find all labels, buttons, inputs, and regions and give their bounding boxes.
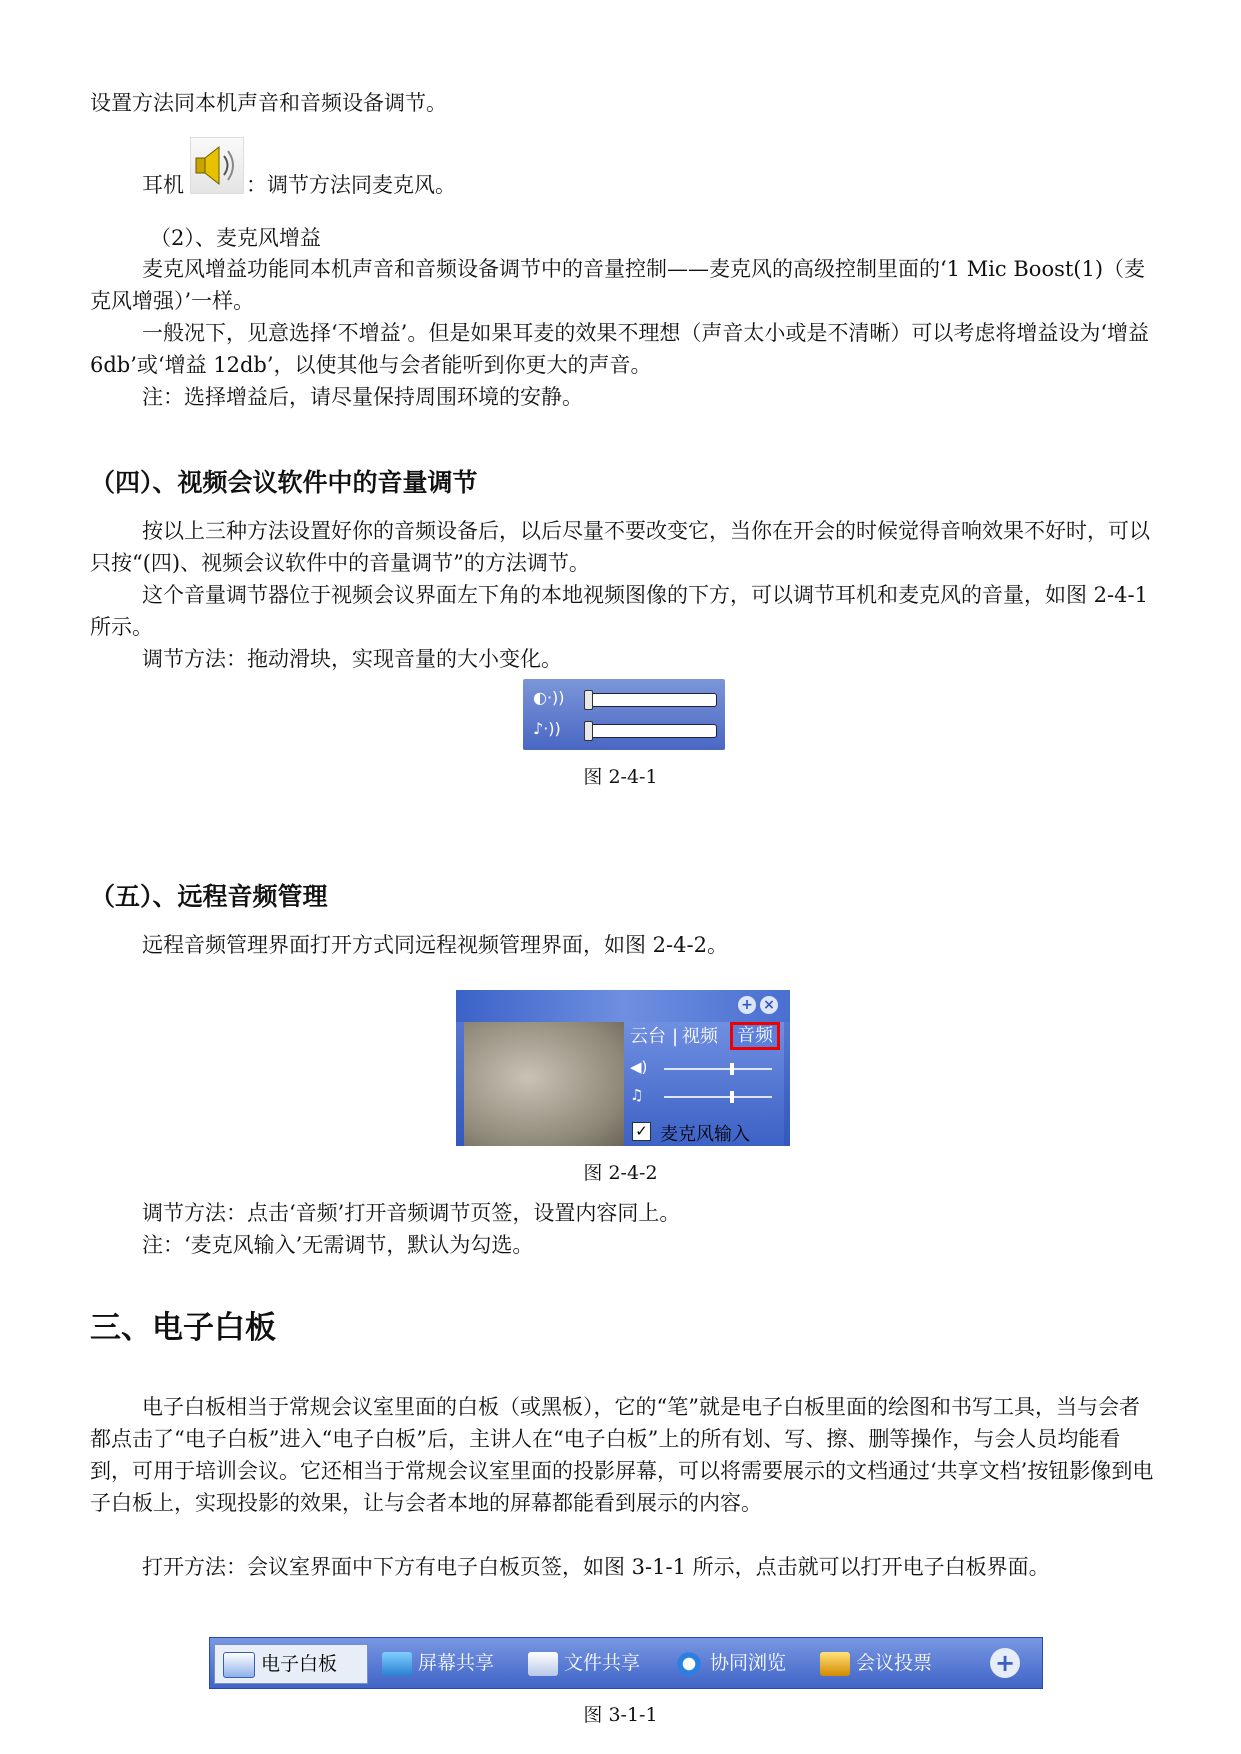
- file-icon: [528, 1652, 558, 1676]
- microphone-volume-row: [533, 717, 718, 743]
- text-paragraph: 远程音频管理界面打开方式同远程视频管理界面，如图 2-4-2。: [142, 933, 728, 957]
- monitor-icon: [382, 1652, 412, 1676]
- remote-audio-figure: [456, 990, 790, 1146]
- volume-control-figure: [523, 679, 725, 750]
- microphone-volume-slider[interactable]: [585, 724, 717, 738]
- microphone-icon: ♫: [630, 1086, 644, 1104]
- text-paragraph: 麦克风增益功能同本机声音和音频设备调节中的音量控制——麦克风的高级控制里面的‘1 Mic Boost(1)（麦克风增强）’一样。: [90, 257, 1146, 313]
- text-paragraph: 电子白板相当于常规会议室里面的白板（或黑板），它的“笔”就是电子白板里面的绘图和书写工具，当与会者都点击了“电子白板”进入“电子白板”后，主讲人在“电子白板”上的所有划、写、擦、删等操作，与会人员均能看到，可用于培训会议。它还相当于常规会议室里面的投影屏幕，可以将需要展示的文档通过‘共享文档’按钮影像到电子白板上，实现投影的效果，让与会者本地的屏幕都能看到展示的内容。: [90, 1395, 1154, 1515]
- slider-thumb[interactable]: [584, 690, 593, 710]
- text-paragraph: 一般况下，见意选择‘不增益’。但是如果耳麦的效果不理想（声音太小或是不清晰）可以考虑将增益设为‘增益 6db’或‘增益 12db’，以使其他与会者能听到你更大的声音。: [90, 321, 1150, 377]
- ie-browser-icon: [674, 1652, 704, 1676]
- text-paragraph: 打开方法：会议室界面中下方有电子白板页签，如图 3-1-1 所示，点击就可以打开电子白板界面。: [142, 1555, 1050, 1579]
- remote-video-preview: [464, 1022, 624, 1146]
- section-title: （五）、远程音频管理: [90, 882, 328, 911]
- microphone-icon: ♪·)): [533, 719, 561, 738]
- headphone-volume-row: [533, 686, 718, 712]
- window-titlebar: [456, 990, 790, 1022]
- plus-icon[interactable]: +: [738, 996, 756, 1014]
- whiteboard-icon: [223, 1652, 255, 1678]
- control-panel: [624, 1022, 784, 1146]
- whiteboard-tab[interactable]: [214, 1644, 368, 1684]
- text-paragraph: [90, 169, 1160, 201]
- text-paragraph: 设置方法同本机声音和音频设备调节。: [90, 91, 447, 115]
- cobrowse-tab[interactable]: [666, 1644, 786, 1682]
- tab-bar: 云台 | 视频 音频: [624, 1022, 784, 1052]
- tab-ptz[interactable]: 云台: [630, 1026, 666, 1047]
- headphone-volume-slider[interactable]: [585, 693, 717, 707]
- file-share-tab[interactable]: [520, 1644, 640, 1682]
- text-paragraph: 调节方法：拖动滑块，实现音量的大小变化。: [142, 647, 562, 671]
- tab-label: 屏幕共享: [418, 1652, 495, 1674]
- subheading: （2）、麦克风增益: [150, 226, 321, 250]
- text-paragraph: 注：‘麦克风输入’无需调节，默认为勾选。: [142, 1233, 534, 1257]
- slider-thumb[interactable]: [584, 721, 593, 741]
- tab-label: 电子白板: [261, 1653, 338, 1675]
- close-icon[interactable]: ×: [760, 996, 778, 1014]
- figure-caption: 图 2-4-1: [583, 766, 658, 788]
- speaker-volume-slider[interactable]: [630, 1058, 780, 1080]
- microphone-input-checkbox[interactable]: ✓: [632, 1122, 651, 1141]
- tab-label: 协同浏览: [710, 1652, 787, 1674]
- add-icon[interactable]: +: [990, 1648, 1020, 1678]
- slider-thumb[interactable]: [730, 1091, 734, 1103]
- screen-share-tab[interactable]: [374, 1644, 494, 1682]
- microphone-volume-slider[interactable]: [630, 1086, 780, 1108]
- text-paragraph: 注：选择增益后，请尽量保持周围环境的安静。: [142, 385, 583, 409]
- tab-label: 会议投票: [856, 1652, 933, 1674]
- vote-tab[interactable]: [812, 1644, 932, 1682]
- bottom-toolbar-figure: [209, 1637, 1043, 1689]
- speaker-icon: ◀): [630, 1058, 648, 1076]
- vote-icon: [820, 1652, 850, 1676]
- tab-label: 文件共享: [564, 1652, 641, 1674]
- text-span: 耳机: [142, 173, 184, 197]
- tab-video[interactable]: 视频: [682, 1026, 718, 1047]
- text-paragraph: 按以上三种方法设置好你的音频设备后，以后尽量不要改变它，当你在开会的时候觉得音响效果不好时，可以只按“(四)、视频会议软件中的音量调节”的方法调节。: [90, 519, 1150, 575]
- tab-audio[interactable]: 音频: [730, 1022, 780, 1050]
- figure-caption: 图 3-1-1: [583, 1704, 658, 1726]
- text-paragraph: 这个音量调节器位于视频会议界面左下角的本地视频图像的下方，可以调节耳机和麦克风的音量，如图 2-4-1 所示。: [90, 583, 1148, 639]
- text-paragraph: 调节方法：点击‘音频’打开音频调节页签，设置内容同上。: [142, 1201, 681, 1225]
- speaker-icon: ◐·)): [533, 688, 565, 707]
- chapter-title: 三、电子白板: [90, 1310, 276, 1346]
- slider-thumb[interactable]: [730, 1063, 734, 1075]
- figure-caption: 图 2-4-2: [583, 1162, 658, 1184]
- text-span: ：调节方法同麦克风。: [246, 173, 456, 197]
- checkbox-label: 麦克风输入: [660, 1124, 750, 1145]
- section-title: （四）、视频会议软件中的音量调节: [90, 468, 478, 497]
